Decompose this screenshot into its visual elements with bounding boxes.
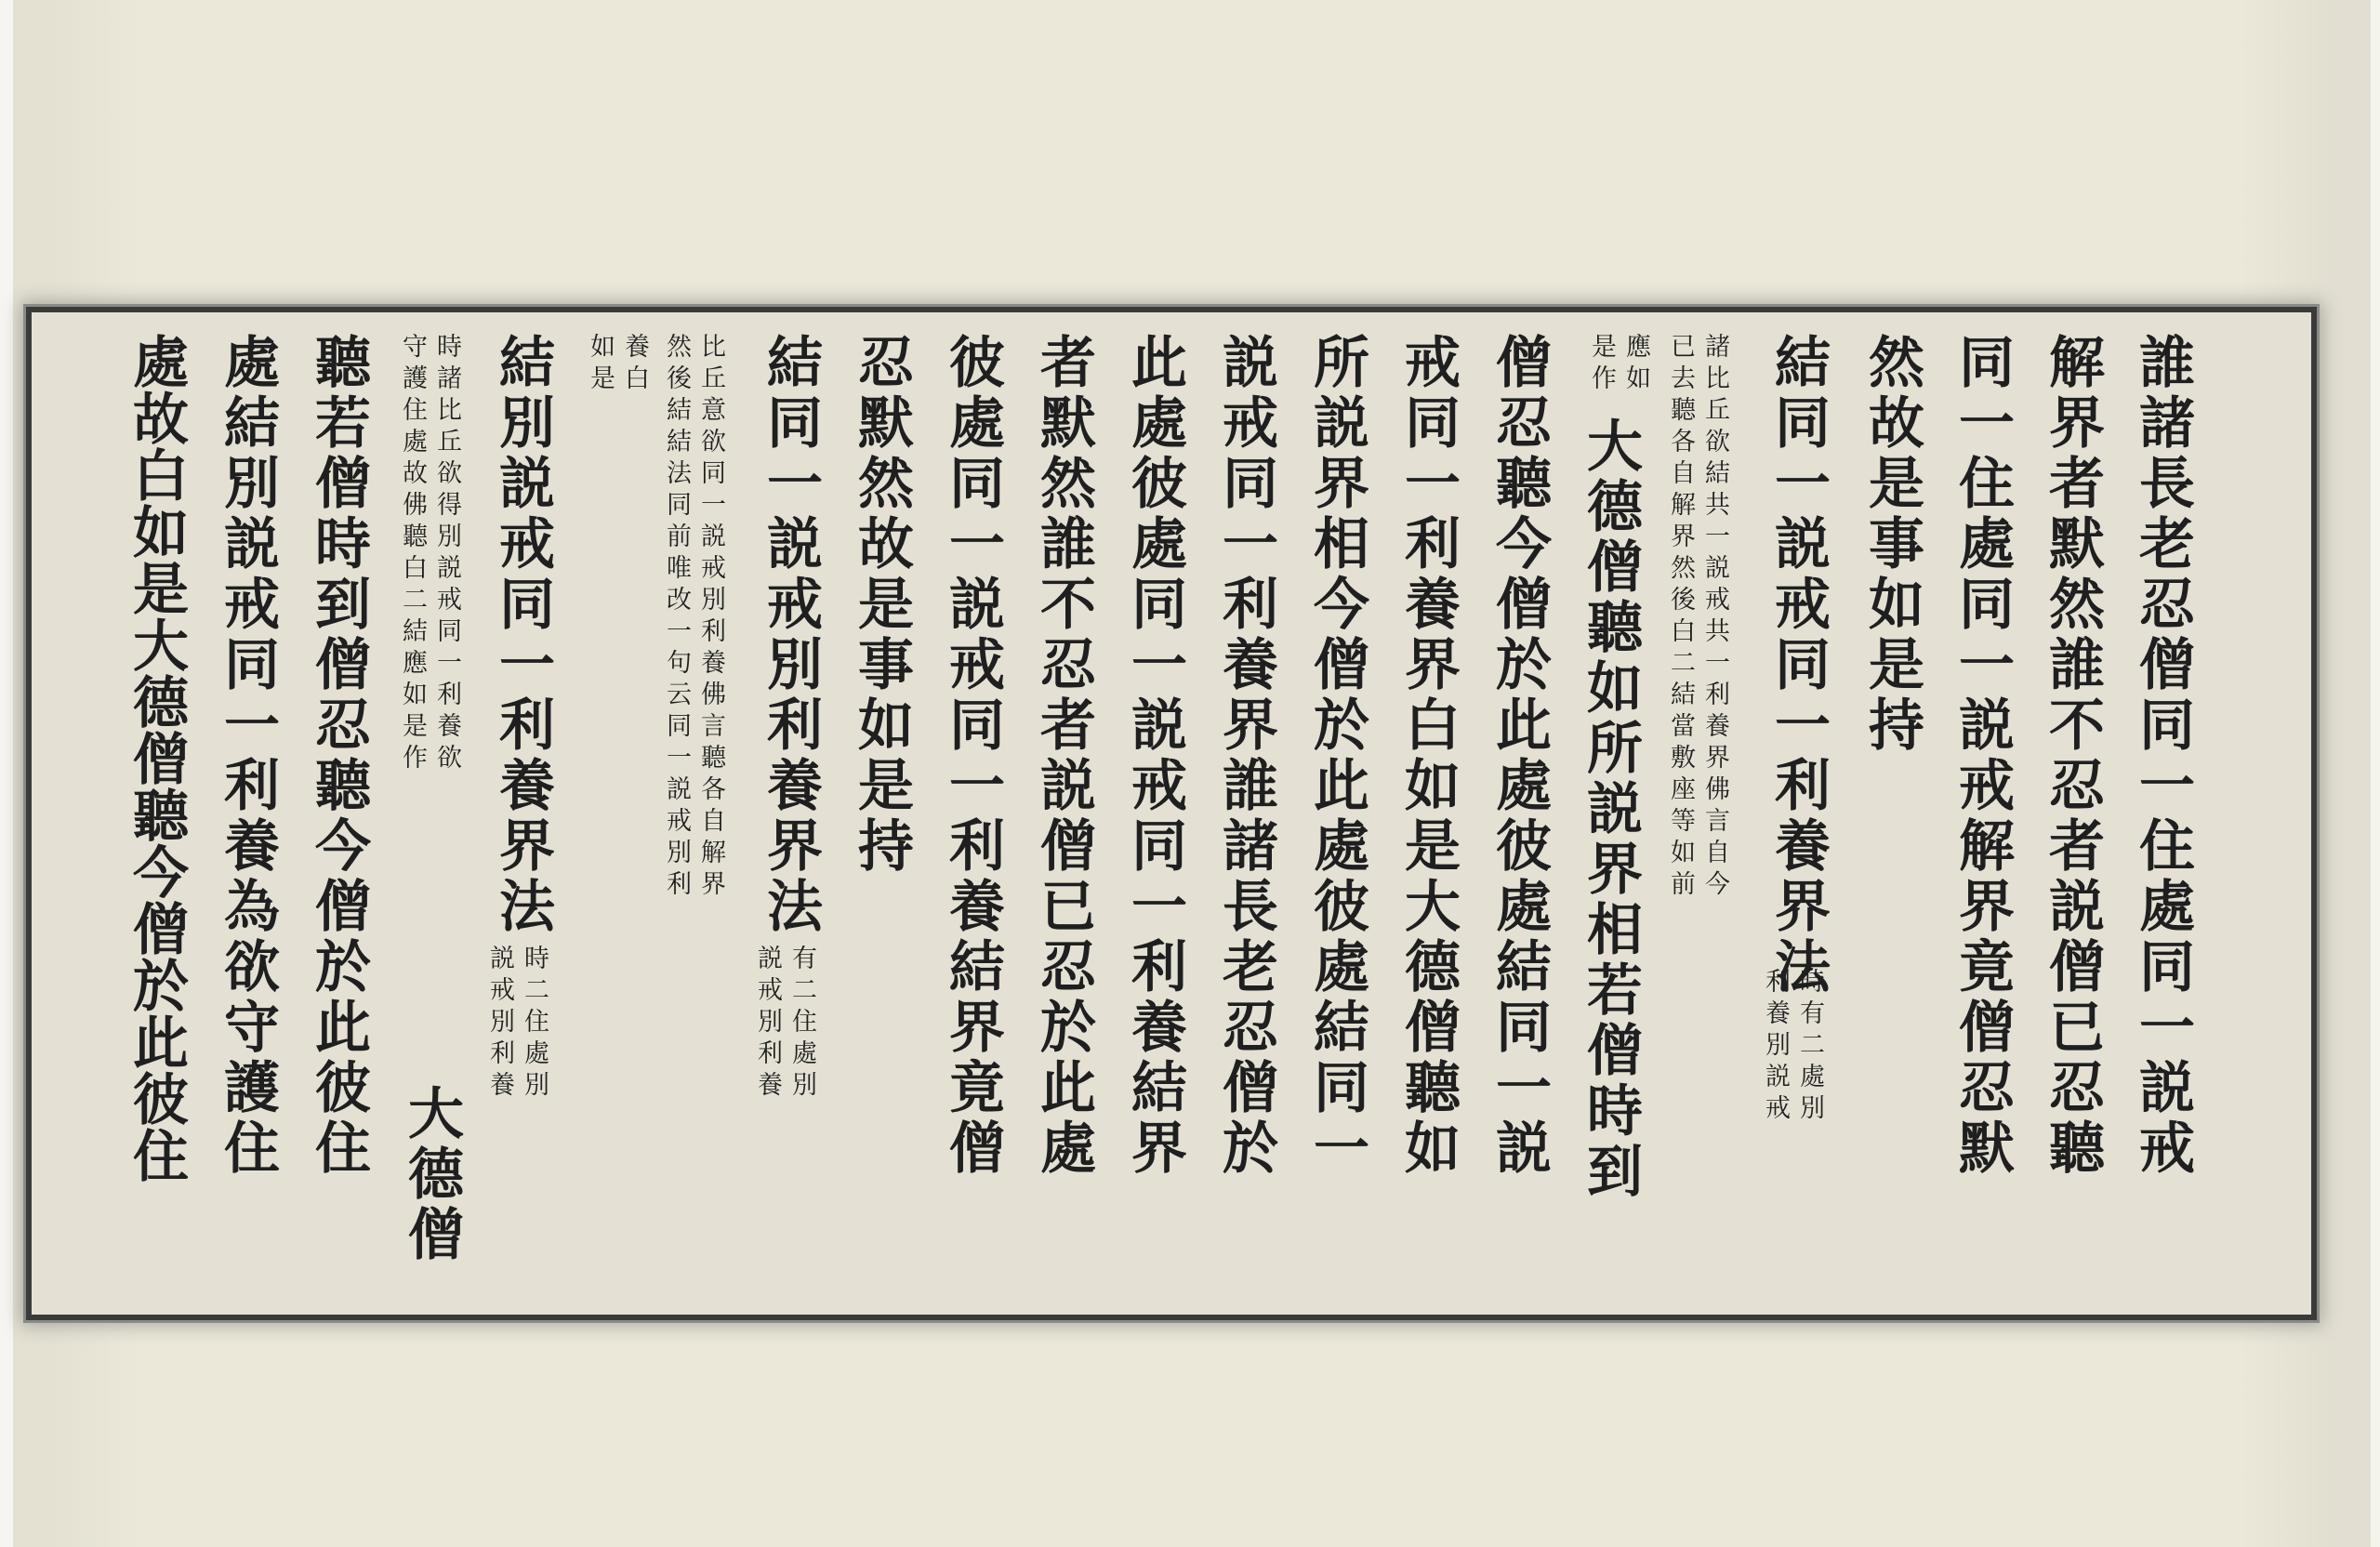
- note-line: 時有二處別: [1795, 968, 1824, 1126]
- text-column-10: 所説界相今僧於此處彼處結同一: [1304, 333, 1369, 1179]
- text-column-11: 説戒同一利養界誰諸長老忍僧於: [1213, 333, 1278, 1179]
- text-column-21: 聽若僧時到僧忍聽今僧於此彼住: [306, 333, 371, 1179]
- text-column-13: 者默然誰不忍者説僧已忍於此處: [1031, 333, 1096, 1179]
- note-pair-3: [1589, 333, 1648, 396]
- text-column-7: 大德僧聽如所説界相若僧時到: [1578, 416, 1643, 1202]
- note-line: 養白: [620, 333, 649, 396]
- woodblock-print-panel: [26, 307, 2317, 1320]
- note-line: 利養別説戒: [1761, 968, 1790, 1126]
- text-column-3: 同一住處同一説戒解界竟僧忍默: [1950, 333, 2015, 1179]
- note-line: 有二住處別: [787, 945, 816, 1103]
- note-pair-5: [664, 333, 723, 902]
- text-column-2: 解界者默然誰不忍者説僧已忍聽: [2040, 333, 2105, 1179]
- note-line: 守護住處故佛聽白二結應如是作: [398, 333, 427, 775]
- text-column-20: 大德僧: [399, 1084, 464, 1265]
- note-line: 時諸比丘欲得別説戒同一利養欲: [432, 333, 461, 775]
- text-column-14: 彼處同一説戒同一利養結界竟僧: [940, 333, 1005, 1179]
- page-edge-left: [0, 0, 13, 1547]
- text-column-1: 誰諸長老忍僧同一住處同一説戒: [2130, 333, 2195, 1179]
- note-line: 説戒別利養: [485, 945, 514, 1103]
- note-pair-4: [755, 945, 814, 1103]
- note-line: 諸比丘欲結共一説戒共一利養界佛言自今: [1700, 333, 1729, 902]
- note-pair-7: [487, 945, 547, 1103]
- text-column-12: 此處彼處同一説戒同一利養結界: [1122, 333, 1187, 1179]
- text-column-22: 處結別説戒同一利養為欲守護住: [215, 333, 280, 1179]
- text-column-23: 處故白如是大德僧聽今僧於此彼住: [124, 333, 189, 1183]
- text-column-4: 然故是事如是持: [1859, 333, 1924, 756]
- text-column-8: 僧忍聽今僧於此處彼處結同一説: [1487, 333, 1552, 1179]
- page-edge-right: [2371, 0, 2380, 1547]
- note-line: 已去聽各自解界然後白二結當敷座等如前: [1666, 333, 1695, 902]
- note-line: 比丘意欲同一説戒別利養佛言聽各自解界: [696, 333, 725, 902]
- text-column-15: 忍默然故是事如是持: [849, 333, 914, 877]
- note-line: 時二住處別: [520, 945, 549, 1103]
- note-pair-6: [588, 333, 647, 396]
- note-line: 是作: [1587, 333, 1616, 396]
- note-line: 説戒別利養: [753, 945, 782, 1103]
- text-column-9: 戒同一利養界白如是大德僧聽如: [1395, 333, 1461, 1179]
- note-pair-8: [400, 333, 459, 775]
- note-pair-1: [1763, 968, 1822, 1126]
- note-pair-2: [1668, 333, 1727, 902]
- note-line: 應如: [1621, 333, 1650, 396]
- section-heading-1: 結同一説戒同一利養界法: [1765, 333, 1831, 998]
- section-heading-2: 結同一説戒別利養界法: [758, 333, 823, 937]
- note-line: 如是: [586, 333, 615, 396]
- note-line: 然後結結法同前唯改一句云同一説戒別利: [662, 333, 691, 902]
- section-heading-3: 結別説戒同一利養界法: [490, 333, 555, 937]
